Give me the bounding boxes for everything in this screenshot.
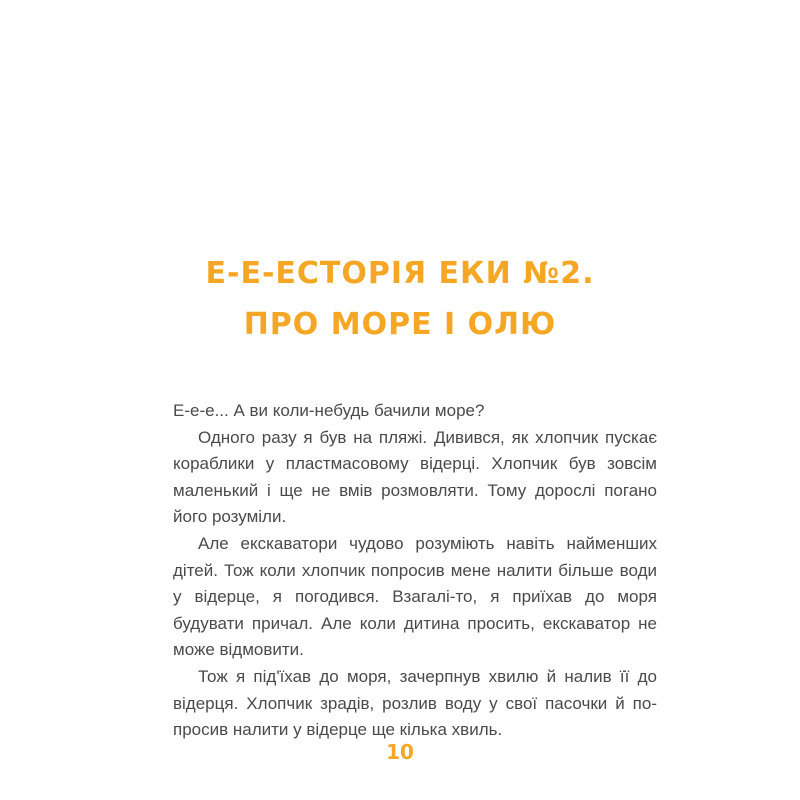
chapter-title-line-1: Е-Е-ЕСТОРІЯ ЕКИ №2.: [205, 256, 595, 291]
body-paragraph-1: Е-е-е... А ви коли-небудь бачили море?: [173, 401, 485, 420]
body-paragraph-3: Але екскаватори чудово розуміють навіть найменших дітей. Тож коли хлопчик попросив мене налити більше води у відерце, я погодився. Взагалі-то, я приїхав до моря будувати причал. Але коли дитина просить, екскаватор не може відмовити.: [173, 533, 657, 660]
body-paragraph-4: Тож я під'їхав до моря, зачерпнув хвилю й налив її до відерця. Хлопчик зрадів, розлив воду у свої пасочки й по-просив налити у відерце ще кілька хвиль.: [173, 666, 657, 740]
chapter-title: [0, 248, 800, 350]
page-number: 10: [386, 740, 414, 764]
chapter-title-line-2: ПРО МОРЕ І ОЛЮ: [243, 307, 557, 342]
body-paragraph-2: Одного разу я був на пляжі. Дивився, як хлопчик пускає кораблики у пластмасовому відерці. Хлопчик був зовсім маленький і ще не вмів розмовляти. Тому дорослі погано його розуміли.: [173, 427, 657, 527]
chapter-body: [173, 398, 657, 744]
